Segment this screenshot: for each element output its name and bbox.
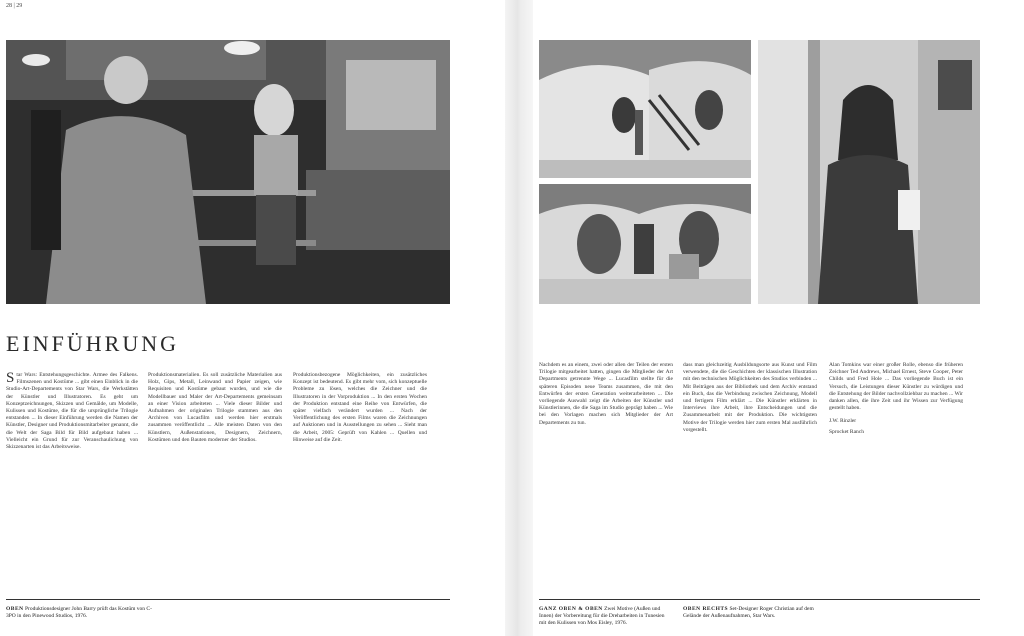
column-5-text: dass man gleichzeitig Ausbildungsorte aus Kunst und Film verwendete, die die Geschichten der klassischen Illustration mit den technischen Möglichkeiten des Studios verbinden ... Mit Beiträgen aus der Bibliothek und dem Archiv entstand ein Buch, das die Verbindung zwischen Zeichnung, Modell und fertigem Film erklärt ... Die Künstler erklärten in Interviews ihre Arbeit, ihre Entscheidungen und die Zusammenarbeit mit der Produktion. Die wichtigsten Motive der Trilogie werden hier zum ersten Mal ausführlich vorgestellt. xyxy=(683,362,817,433)
caption-right xyxy=(683,606,823,630)
photo-workshop-droid xyxy=(6,40,450,304)
book-gutter xyxy=(505,0,533,636)
photo-set-interior xyxy=(539,184,751,304)
caption-right-body: Set-Designer Roger Christian auf dem Gelände der Außenaufnahmen, Star Wars. xyxy=(683,606,814,619)
column-2-text: Produktionsmaterialien. Es soll zusätzliche Materialien aus Holz, Gips, Metall, Leinwand und Papier zeigen, wie Requisiten und Kostüme gebaut wurden, und wie die Modellbauer und Maler der Art-Departements gemeinsam an einer Vision arbeiteten ... Viele dieser Bilder und Aufnahmen der originalen Trilogie stammen aus den Archiven von Lucasfilm und werden hier erstmals zusammen veröffentlicht ... Alle meisten Daten von den Künstlern, Außenstationen, Designern, Zeichnern, Kostümen und den Bauten moderner der Studios. xyxy=(148,372,282,443)
signoff-name: J.W. Rinzler xyxy=(829,418,857,425)
column-4-text: Nachdem es an einem, zwei oder allen der Teilen der ersten Trilogie mitgearbeitet hatten, gingen die Mitglieder der Art Departments getrennte Wege ... Lucasfilm stellte für die späteren Episoden neue Teams zusammen, die mit den Entwürfen der ersten Generation weiterarbeiteten ... Die vorliegende Auswahl zeigt die Arbeiten der Künstler und Künstlerinnen, die die Saga im Studio geprägt haben ... Wie bei den Vorlagen machen sich Mitglieder der Art Departements zu tun. xyxy=(539,362,673,426)
chapter-title: EINFÜHRUNG xyxy=(6,331,179,356)
drop-cap: S xyxy=(6,372,15,386)
text-column-6 xyxy=(829,362,963,574)
text-column-5 xyxy=(683,362,817,574)
caption-rule-left xyxy=(6,599,450,600)
text-column-2 xyxy=(148,372,282,574)
caption-mid-body: Zwei Motive (Außen und Innen) der Vorbereitung für die Dreharbeiten in Tunesien mit den Kulissen von Mos Eisley, 1976. xyxy=(539,606,665,626)
photo-person-doorway xyxy=(758,40,980,304)
caption-left-body: Produktionsdesigner John Barry prüft das Kostüm von C-3PO in den Pinewood Studios, 1976. xyxy=(6,606,152,619)
column-6-text: Alan Tomkins war einer großer Rolle, ebenso die früheren Zeichner Ted Andrews, Michael Ernest, Steve Cooper, Peter Childs und Fred Hole ... Das vorliegende Buch ist ein Versuch, die Leistungen dieser Künstler zu würdigen und die Entstehung der Bilder nachvollziehbar zu machen ... Wir danken allen, die ihre Zeit und ihr Wissen zur Verfügung gestellt haben. xyxy=(829,362,963,412)
caption-right-head: OBEN RECHTS xyxy=(683,606,729,612)
text-column-3 xyxy=(293,372,427,574)
signoff-role: Sprocket Ranch xyxy=(829,428,864,435)
column-3-text: Produktionsbezogene Möglichkeiten, ein zusätzliches Konzept ist bedeutend. Es gibt mehr vom, sich konzeptuelle Probleme zu lösen, welches die Zeichner und die Illustratoren in der Vorproduktion ... In den ersten Wochen der Produktion entstand eine Reihe von Entwürfen, die später vielfach verändert wurden ... Nach der Veröffentlichung des ersten Films waren die Zeichnungen auf Auktionen und in Ausstellungen zu sehen ... Sieht man die Arbeit, 2005: Geprüft von Kahlen ... Quellen und Hinweise auf die Zeit. xyxy=(293,372,427,443)
caption-rule-right xyxy=(539,599,980,600)
caption-mid-head: GANZ OBEN & OBEN xyxy=(539,606,603,612)
text-column-4 xyxy=(539,362,673,574)
page-folio: 28 | 29 xyxy=(6,3,23,9)
text-column-1 xyxy=(6,372,138,574)
column-1-text: tar Wars: Entstehungsgeschichte. Armee des Falkens. Filmszenen und Kostüme ... gibt einen Einblick in die Studio-Art-Departements von Star Wars, die Werkstätten der Künstler und Illustratoren. Es geht um Konzeptzeichnungen, Skizzen und Gemälde, um Modelle, Kulissen und Kostüme, die für die ursprüngliche Trilogie entstanden ... In dieser Einführung werden die Namen der Künstler, Designer und Produktionsmitarbeiter genannt, die die Welt der Saga Bild für Bild aufgebaut haben ... Vielleicht ein Grund für zur Veranschaulichung von Skizzenarten ist das Arbeitsweise. xyxy=(6,372,138,451)
photo-set-ladder xyxy=(539,40,751,178)
caption-left-head: OBEN xyxy=(6,606,24,612)
caption-left xyxy=(6,606,156,630)
caption-mid xyxy=(539,606,669,632)
